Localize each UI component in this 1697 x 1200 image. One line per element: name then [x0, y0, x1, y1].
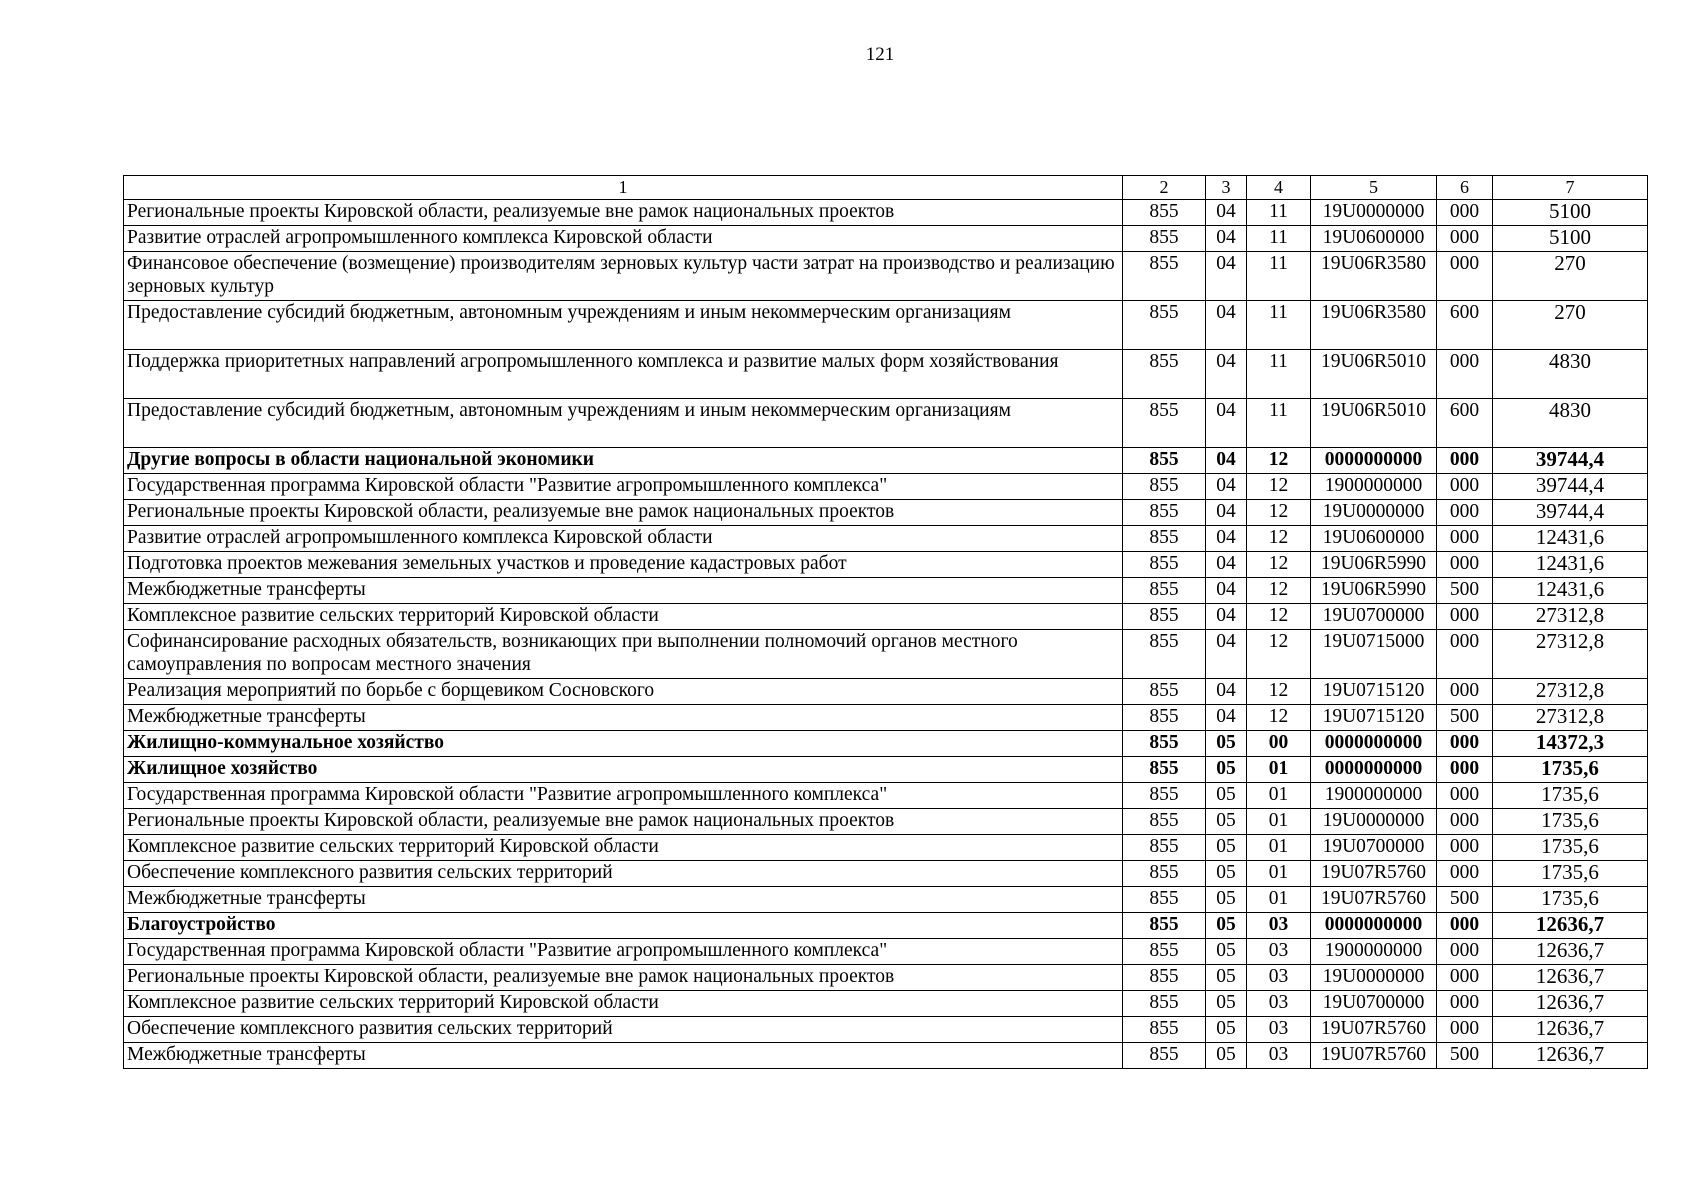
row-code-3: 04 — [1206, 350, 1247, 399]
row-code-6: 000 — [1437, 835, 1493, 861]
row-name: Комплексное развитие сельских территорий Кировской области — [124, 991, 1123, 1017]
row-name: Благоустройство — [124, 913, 1123, 939]
table-header — [124, 176, 1648, 200]
row-code-5: 19U0600000 — [1311, 526, 1437, 552]
row-code-4: 03 — [1247, 991, 1311, 1017]
row-code-2: 855 — [1123, 301, 1206, 350]
row-code-4: 03 — [1247, 939, 1311, 965]
row-code-3: 05 — [1206, 991, 1247, 1017]
row-code-3: 05 — [1206, 1017, 1247, 1043]
table-row — [124, 226, 1648, 252]
row-code-4: 11 — [1247, 252, 1311, 301]
row-amount: 1735,6 — [1493, 861, 1648, 887]
row-amount: 1735,6 — [1493, 835, 1648, 861]
row-code-6: 000 — [1437, 757, 1493, 783]
row-code-2: 855 — [1123, 604, 1206, 630]
row-code-6: 600 — [1437, 301, 1493, 350]
header-col-3: 3 — [1206, 176, 1247, 200]
row-code-5: 1900000000 — [1311, 474, 1437, 500]
row-name: Предоставление субсидий бюджетным, автономным учреждениям и иным некоммерческим организациям — [124, 399, 1123, 448]
row-code-5: 0000000000 — [1311, 448, 1437, 474]
table-row — [124, 200, 1648, 226]
row-code-3: 05 — [1206, 757, 1247, 783]
row-name: Обеспечение комплексного развития сельских территорий — [124, 861, 1123, 887]
row-code-6: 000 — [1437, 448, 1493, 474]
row-name: Поддержка приоритетных направлений агропромышленного комплекса и развитие малых форм хозяйствования — [124, 350, 1123, 399]
row-code-4: 12 — [1247, 705, 1311, 731]
row-name: Финансовое обеспечение (возмещение) производителям зерновых культур части затрат на производство и реализацию зерновых культур — [124, 252, 1123, 301]
row-code-4: 01 — [1247, 757, 1311, 783]
row-code-6: 500 — [1437, 705, 1493, 731]
row-code-5: 19U07R5760 — [1311, 861, 1437, 887]
row-code-5: 19U0000000 — [1311, 809, 1437, 835]
row-code-4: 01 — [1247, 835, 1311, 861]
row-code-6: 000 — [1437, 552, 1493, 578]
row-code-2: 855 — [1123, 835, 1206, 861]
row-amount: 12636,7 — [1493, 1043, 1648, 1069]
row-amount: 12636,7 — [1493, 913, 1648, 939]
row-name: Межбюджетные трансферты — [124, 705, 1123, 731]
row-code-4: 12 — [1247, 604, 1311, 630]
row-code-4: 11 — [1247, 350, 1311, 399]
row-name: Региональные проекты Кировской области, реализуемые вне рамок национальных проектов — [124, 500, 1123, 526]
row-code-5: 19U06R5010 — [1311, 399, 1437, 448]
row-code-2: 855 — [1123, 965, 1206, 991]
row-code-6: 000 — [1437, 604, 1493, 630]
row-code-6: 000 — [1437, 350, 1493, 399]
row-code-2: 855 — [1123, 887, 1206, 913]
table-row — [124, 552, 1648, 578]
row-name: Региональные проекты Кировской области, реализуемые вне рамок национальных проектов — [124, 965, 1123, 991]
row-code-5: 19U07R5760 — [1311, 1043, 1437, 1069]
row-code-6: 000 — [1437, 526, 1493, 552]
row-code-4: 12 — [1247, 578, 1311, 604]
table-row — [124, 350, 1648, 399]
row-amount: 12636,7 — [1493, 965, 1648, 991]
row-code-6: 500 — [1437, 1043, 1493, 1069]
row-code-5: 19U0700000 — [1311, 835, 1437, 861]
row-code-3: 04 — [1206, 399, 1247, 448]
row-code-5: 19U0600000 — [1311, 226, 1437, 252]
row-code-4: 12 — [1247, 500, 1311, 526]
row-code-6: 000 — [1437, 783, 1493, 809]
row-code-2: 855 — [1123, 1043, 1206, 1069]
row-amount: 12431,6 — [1493, 578, 1648, 604]
table-row — [124, 500, 1648, 526]
row-name: Развитие отраслей агропромышленного комплекса Кировской области — [124, 226, 1123, 252]
table-row — [124, 679, 1648, 705]
row-code-6: 000 — [1437, 252, 1493, 301]
row-amount: 39744,4 — [1493, 448, 1648, 474]
table-row — [124, 1043, 1648, 1069]
row-code-2: 855 — [1123, 757, 1206, 783]
header-col-5: 5 — [1311, 176, 1437, 200]
row-code-4: 03 — [1247, 1043, 1311, 1069]
row-code-5: 19U0715120 — [1311, 705, 1437, 731]
row-amount: 1735,6 — [1493, 783, 1648, 809]
row-code-5: 19U06R3580 — [1311, 252, 1437, 301]
row-amount: 1735,6 — [1493, 809, 1648, 835]
row-code-4: 01 — [1247, 861, 1311, 887]
row-amount: 270 — [1493, 301, 1648, 350]
table-body — [124, 200, 1648, 1069]
row-code-2: 855 — [1123, 399, 1206, 448]
row-amount: 39744,4 — [1493, 474, 1648, 500]
row-code-6: 500 — [1437, 578, 1493, 604]
row-code-2: 855 — [1123, 1017, 1206, 1043]
table-row — [124, 783, 1648, 809]
row-code-3: 04 — [1206, 200, 1247, 226]
header-row — [124, 176, 1648, 200]
row-code-5: 19U06R5010 — [1311, 350, 1437, 399]
row-code-2: 855 — [1123, 526, 1206, 552]
row-code-6: 000 — [1437, 913, 1493, 939]
row-code-2: 855 — [1123, 991, 1206, 1017]
header-col-1: 1 — [124, 176, 1123, 200]
table-row — [124, 991, 1648, 1017]
table-row — [124, 1017, 1648, 1043]
row-amount: 14372,3 — [1493, 731, 1648, 757]
row-name: Развитие отраслей агропромышленного комплекса Кировской области — [124, 526, 1123, 552]
row-code-5: 19U0000000 — [1311, 965, 1437, 991]
row-code-4: 11 — [1247, 200, 1311, 226]
row-amount: 12431,6 — [1493, 526, 1648, 552]
page-number: 121 — [865, 44, 895, 65]
row-code-5: 1900000000 — [1311, 783, 1437, 809]
row-name: Софинансирование расходных обязательств, возникающих при выполнении полномочий органов местного самоуправления по вопросам местного значения — [124, 630, 1123, 679]
row-code-4: 12 — [1247, 679, 1311, 705]
row-amount: 27312,8 — [1493, 630, 1648, 679]
row-code-4: 12 — [1247, 552, 1311, 578]
row-name: Подготовка проектов межевания земельных участков и проведение кадастровых работ — [124, 552, 1123, 578]
row-code-4: 12 — [1247, 526, 1311, 552]
row-code-3: 04 — [1206, 679, 1247, 705]
header-col-7: 7 — [1493, 176, 1648, 200]
table-row — [124, 399, 1648, 448]
row-code-3: 05 — [1206, 809, 1247, 835]
row-code-3: 04 — [1206, 705, 1247, 731]
row-code-3: 04 — [1206, 552, 1247, 578]
row-code-4: 12 — [1247, 630, 1311, 679]
row-code-4: 03 — [1247, 965, 1311, 991]
row-name: Комплексное развитие сельских территорий Кировской области — [124, 835, 1123, 861]
row-code-5: 19U06R5990 — [1311, 552, 1437, 578]
row-code-4: 00 — [1247, 731, 1311, 757]
row-amount: 12636,7 — [1493, 939, 1648, 965]
row-code-4: 11 — [1247, 301, 1311, 350]
table-row — [124, 965, 1648, 991]
row-name: Обеспечение комплексного развития сельских территорий — [124, 1017, 1123, 1043]
table-row — [124, 731, 1648, 757]
table-row — [124, 448, 1648, 474]
row-code-5: 0000000000 — [1311, 757, 1437, 783]
row-code-4: 03 — [1247, 1017, 1311, 1043]
row-code-4: 12 — [1247, 448, 1311, 474]
row-code-3: 04 — [1206, 226, 1247, 252]
row-code-4: 01 — [1247, 809, 1311, 835]
row-code-6: 000 — [1437, 630, 1493, 679]
row-code-5: 0000000000 — [1311, 731, 1437, 757]
row-code-6: 000 — [1437, 731, 1493, 757]
row-name: Государственная программа Кировской области "Развитие агропромышленного комплекса" — [124, 939, 1123, 965]
row-code-3: 04 — [1206, 474, 1247, 500]
row-code-5: 19U0700000 — [1311, 991, 1437, 1017]
row-code-5: 19U0715000 — [1311, 630, 1437, 679]
row-amount: 27312,8 — [1493, 604, 1648, 630]
table-row — [124, 474, 1648, 500]
row-code-5: 19U07R5760 — [1311, 887, 1437, 913]
row-amount: 12636,7 — [1493, 991, 1648, 1017]
row-code-2: 855 — [1123, 578, 1206, 604]
row-amount: 27312,8 — [1493, 679, 1648, 705]
row-name: Государственная программа Кировской области "Развитие агропромышленного комплекса" — [124, 783, 1123, 809]
row-name: Межбюджетные трансферты — [124, 1043, 1123, 1069]
table-row — [124, 252, 1648, 301]
row-code-2: 855 — [1123, 350, 1206, 399]
row-code-2: 855 — [1123, 705, 1206, 731]
row-code-3: 05 — [1206, 835, 1247, 861]
row-name: Жилищно-коммунальное хозяйство — [124, 731, 1123, 757]
row-name: Предоставление субсидий бюджетным, автономным учреждениям и иным некоммерческим организациям — [124, 301, 1123, 350]
row-code-4: 03 — [1247, 913, 1311, 939]
table-row — [124, 913, 1648, 939]
row-code-5: 19U07R5760 — [1311, 1017, 1437, 1043]
row-name: Межбюджетные трансферты — [124, 887, 1123, 913]
row-code-6: 000 — [1437, 939, 1493, 965]
row-code-5: 19U0000000 — [1311, 200, 1437, 226]
row-name: Межбюджетные трансферты — [124, 578, 1123, 604]
row-code-6: 000 — [1437, 200, 1493, 226]
row-amount: 4830 — [1493, 399, 1648, 448]
budget-table — [123, 175, 1648, 1069]
row-code-2: 855 — [1123, 226, 1206, 252]
row-code-3: 05 — [1206, 965, 1247, 991]
row-code-6: 000 — [1437, 226, 1493, 252]
row-code-5: 19U0715120 — [1311, 679, 1437, 705]
row-code-6: 600 — [1437, 399, 1493, 448]
row-code-2: 855 — [1123, 448, 1206, 474]
row-amount: 5100 — [1493, 200, 1648, 226]
row-code-2: 855 — [1123, 679, 1206, 705]
row-code-3: 04 — [1206, 578, 1247, 604]
row-code-3: 05 — [1206, 731, 1247, 757]
row-amount: 27312,8 — [1493, 705, 1648, 731]
table-row — [124, 887, 1648, 913]
row-name: Жилищное хозяйство — [124, 757, 1123, 783]
row-code-2: 855 — [1123, 252, 1206, 301]
row-code-2: 855 — [1123, 630, 1206, 679]
row-code-3: 05 — [1206, 861, 1247, 887]
row-name: Комплексное развитие сельских территорий Кировской области — [124, 604, 1123, 630]
row-code-3: 04 — [1206, 630, 1247, 679]
row-code-3: 05 — [1206, 939, 1247, 965]
row-code-5: 0000000000 — [1311, 913, 1437, 939]
row-code-5: 19U06R5990 — [1311, 578, 1437, 604]
table-row — [124, 939, 1648, 965]
row-code-5: 19U06R3580 — [1311, 301, 1437, 350]
row-code-5: 19U0000000 — [1311, 500, 1437, 526]
row-name: Государственная программа Кировской области "Развитие агропромышленного комплекса" — [124, 474, 1123, 500]
row-code-6: 000 — [1437, 500, 1493, 526]
row-name: Региональные проекты Кировской области, реализуемые вне рамок национальных проектов — [124, 809, 1123, 835]
row-code-4: 11 — [1247, 399, 1311, 448]
row-code-2: 855 — [1123, 474, 1206, 500]
row-code-2: 855 — [1123, 500, 1206, 526]
row-name: Другие вопросы в области национальной экономики — [124, 448, 1123, 474]
row-amount: 4830 — [1493, 350, 1648, 399]
row-code-4: 01 — [1247, 783, 1311, 809]
table-row — [124, 578, 1648, 604]
row-code-6: 000 — [1437, 991, 1493, 1017]
table-row — [124, 705, 1648, 731]
row-code-4: 11 — [1247, 226, 1311, 252]
row-amount: 5100 — [1493, 226, 1648, 252]
table-row — [124, 604, 1648, 630]
row-code-3: 05 — [1206, 887, 1247, 913]
row-code-3: 05 — [1206, 1043, 1247, 1069]
row-amount: 1735,6 — [1493, 757, 1648, 783]
row-code-2: 855 — [1123, 731, 1206, 757]
row-code-6: 000 — [1437, 679, 1493, 705]
row-code-3: 05 — [1206, 913, 1247, 939]
row-code-2: 855 — [1123, 913, 1206, 939]
row-amount: 12636,7 — [1493, 1017, 1648, 1043]
row-code-6: 000 — [1437, 1017, 1493, 1043]
row-code-2: 855 — [1123, 809, 1206, 835]
row-code-2: 855 — [1123, 861, 1206, 887]
row-code-2: 855 — [1123, 783, 1206, 809]
table-row — [124, 757, 1648, 783]
row-code-3: 04 — [1206, 526, 1247, 552]
table-row — [124, 861, 1648, 887]
row-code-6: 500 — [1437, 887, 1493, 913]
table-row — [124, 630, 1648, 679]
row-code-3: 04 — [1206, 252, 1247, 301]
row-code-6: 000 — [1437, 809, 1493, 835]
row-code-6: 000 — [1437, 474, 1493, 500]
row-code-3: 04 — [1206, 301, 1247, 350]
row-code-4: 12 — [1247, 474, 1311, 500]
row-code-2: 855 — [1123, 552, 1206, 578]
row-code-4: 01 — [1247, 887, 1311, 913]
table-row — [124, 301, 1648, 350]
row-code-2: 855 — [1123, 200, 1206, 226]
row-code-5: 19U0700000 — [1311, 604, 1437, 630]
row-code-5: 1900000000 — [1311, 939, 1437, 965]
row-amount: 1735,6 — [1493, 887, 1648, 913]
table-row — [124, 835, 1648, 861]
header-col-2: 2 — [1123, 176, 1206, 200]
row-code-2: 855 — [1123, 939, 1206, 965]
table-row — [124, 809, 1648, 835]
row-code-3: 05 — [1206, 783, 1247, 809]
row-code-3: 04 — [1206, 448, 1247, 474]
row-amount: 12431,6 — [1493, 552, 1648, 578]
row-amount: 39744,4 — [1493, 500, 1648, 526]
row-code-6: 000 — [1437, 861, 1493, 887]
row-code-3: 04 — [1206, 500, 1247, 526]
row-code-6: 000 — [1437, 965, 1493, 991]
row-name: Региональные проекты Кировской области, реализуемые вне рамок национальных проектов — [124, 200, 1123, 226]
row-name: Реализация мероприятий по борьбе с борщевиком Сосновского — [124, 679, 1123, 705]
row-code-3: 04 — [1206, 604, 1247, 630]
table-row — [124, 526, 1648, 552]
header-col-4: 4 — [1247, 176, 1311, 200]
header-col-6: 6 — [1437, 176, 1493, 200]
row-amount: 270 — [1493, 252, 1648, 301]
